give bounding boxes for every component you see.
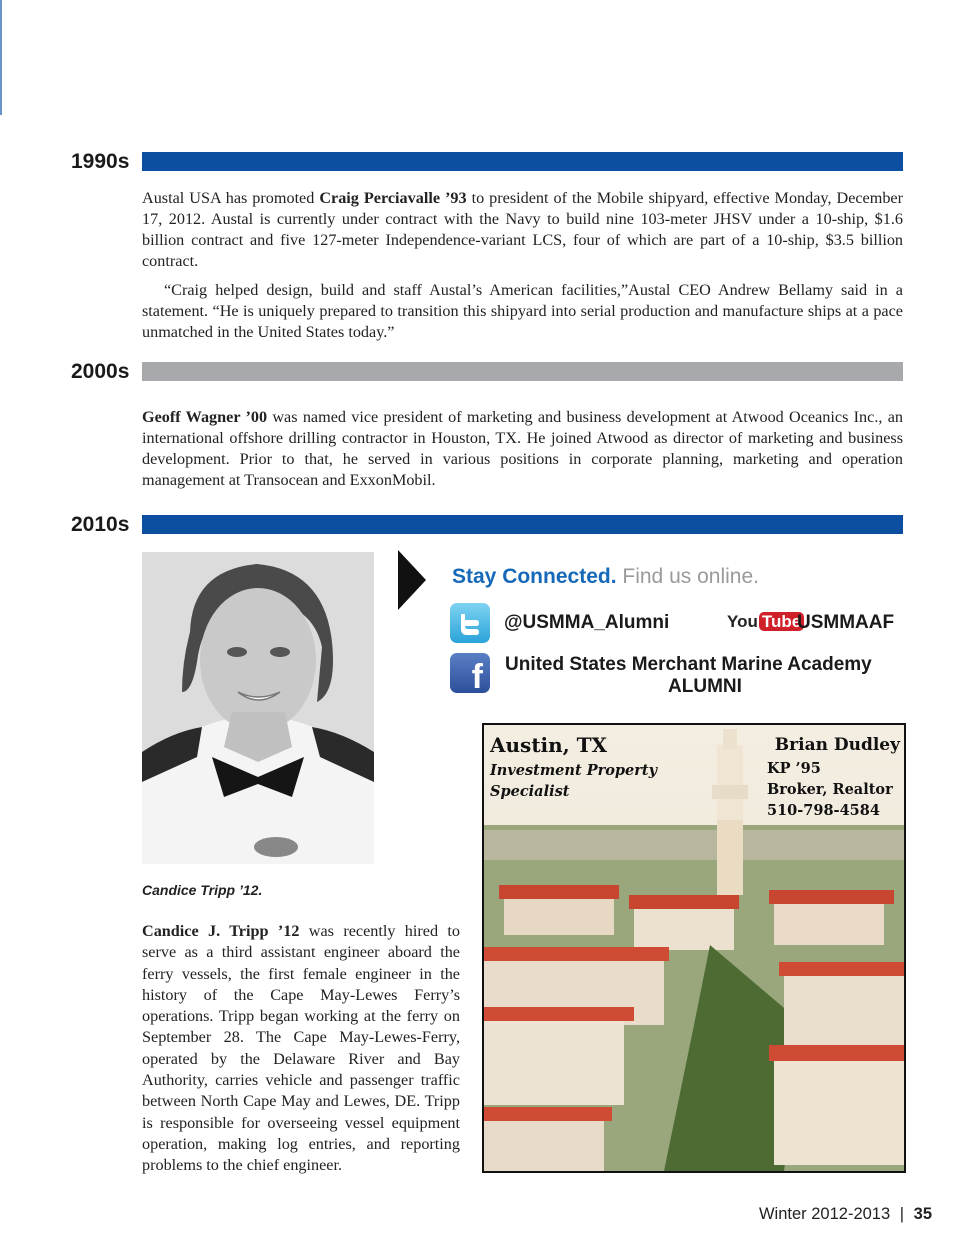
facebook-line-1: United States Merchant Marine Academy — [505, 654, 872, 675]
paragraph-perciavalle — [142, 188, 903, 272]
left-edge-line — [0, 0, 2, 115]
section-label-2000s: 2000s — [71, 360, 130, 383]
section-body-2000s — [142, 407, 903, 491]
ad-city: Austin, TX — [490, 733, 608, 757]
text-run: to president of the Mobile shipyard, effective Monday, December 17, 2012. Austal is currently under contract with the Navy to build nine 103-meter JHSV under a 10-ship, $1.6 billion contract and five 127-meter Independence-variant LCS, four of which are part of a 10-ship, $3.5 billion contract. — [142, 189, 904, 270]
page-footer — [759, 1205, 932, 1224]
facebook-icon[interactable] — [450, 653, 490, 693]
twitter-handle-link[interactable]: @USMMA_Alumni — [504, 612, 670, 633]
twitter-bird-glyph — [450, 603, 490, 643]
photo-caption: Candice Tripp ’12. — [142, 882, 263, 898]
section-bar-2010s — [142, 515, 903, 534]
youtube-you-text: You — [727, 612, 758, 631]
ad-agent-role: Broker, Realtor — [767, 781, 893, 798]
section-label-2010s: 2010s — [71, 513, 130, 536]
footer-separator: | — [899, 1205, 905, 1223]
person-name: Geoff Wagner ’00 — [142, 408, 268, 426]
section-label-1990s: 1990s — [71, 150, 130, 173]
facebook-link[interactable] — [505, 654, 905, 698]
text-run: was named vice president of marketing and business development at Atwood Oceanics Inc., an international offshore drilling contractor in Houston, TX. He joined Atwood as director of marketing and business development. Prior to that, he served in various positions in corporate planning, marketing and operation management at Transocean and ExxonMobil. — [142, 408, 903, 489]
section-body-1990s — [142, 188, 903, 343]
facebook-line-2: ALUMNI — [668, 676, 742, 697]
section-body-2010s — [142, 921, 460, 1177]
youtube-handle-link[interactable]: USMMAAF — [797, 612, 895, 633]
stay-connected-heading — [452, 565, 759, 589]
ad-agent-class: KP ’95 — [767, 760, 821, 777]
section-bar-2000s — [142, 362, 903, 381]
issue-label: Winter 2012-2013 — [758, 1205, 891, 1223]
paragraph-quote: “Craig helped design, build and staff Austal’s American facilities,”Austal CEO Andrew Bellamy said in a statement. “He is uniquely prepared to transition this shipyard into serial production and manufacture ships at a pace unmatched in the United States today.” — [142, 281, 903, 341]
austin-real-estate-ad — [482, 723, 906, 1173]
page-number: 35 — [913, 1205, 932, 1223]
ad-specialty-1: Investment Property — [490, 762, 658, 779]
text-run: Austal USA has promoted — [142, 189, 320, 207]
youtube-tube-text: Tube — [759, 612, 804, 631]
paragraph-wagner — [142, 407, 903, 491]
person-name: Craig Perciavalle ’93 — [319, 189, 467, 207]
arrow-right-icon — [398, 550, 426, 610]
youtube-icon[interactable] — [727, 612, 804, 632]
twitter-icon[interactable] — [450, 603, 490, 643]
section-bar-1990s — [142, 152, 903, 171]
stay-connected-light: Find us online. — [616, 565, 759, 588]
ad-specialty-2: Specialist — [490, 783, 570, 800]
ad-agent-phone: 510-798-4584 — [767, 802, 880, 819]
portrait-illustration — [142, 552, 374, 864]
candice-tripp-photo — [142, 552, 374, 864]
text-run: was recently hired to serve as a third assistant engineer aboard the ferry vessels, the first female engineer in the history of the Cape May-Lewes Ferry’s operations. Tripp began working at the ferry on September 28. The Cape May-Lewes-Ferry, operated by the Delaware River and Bay Authority, carries vehicle and passenger traffic between North Cape May and Lewes, DE. Tripp is responsible for overseeing vessel equipment operation, making log entries, and reporting problems to the chief engineer. — [142, 922, 461, 1175]
facebook-glyph: f — [471, 658, 483, 693]
stay-connected-bold: Stay Connected. — [452, 565, 617, 588]
ad-agent-name: Brian Dudley — [774, 735, 900, 755]
person-name: Candice J. Tripp ’12 — [142, 922, 300, 940]
